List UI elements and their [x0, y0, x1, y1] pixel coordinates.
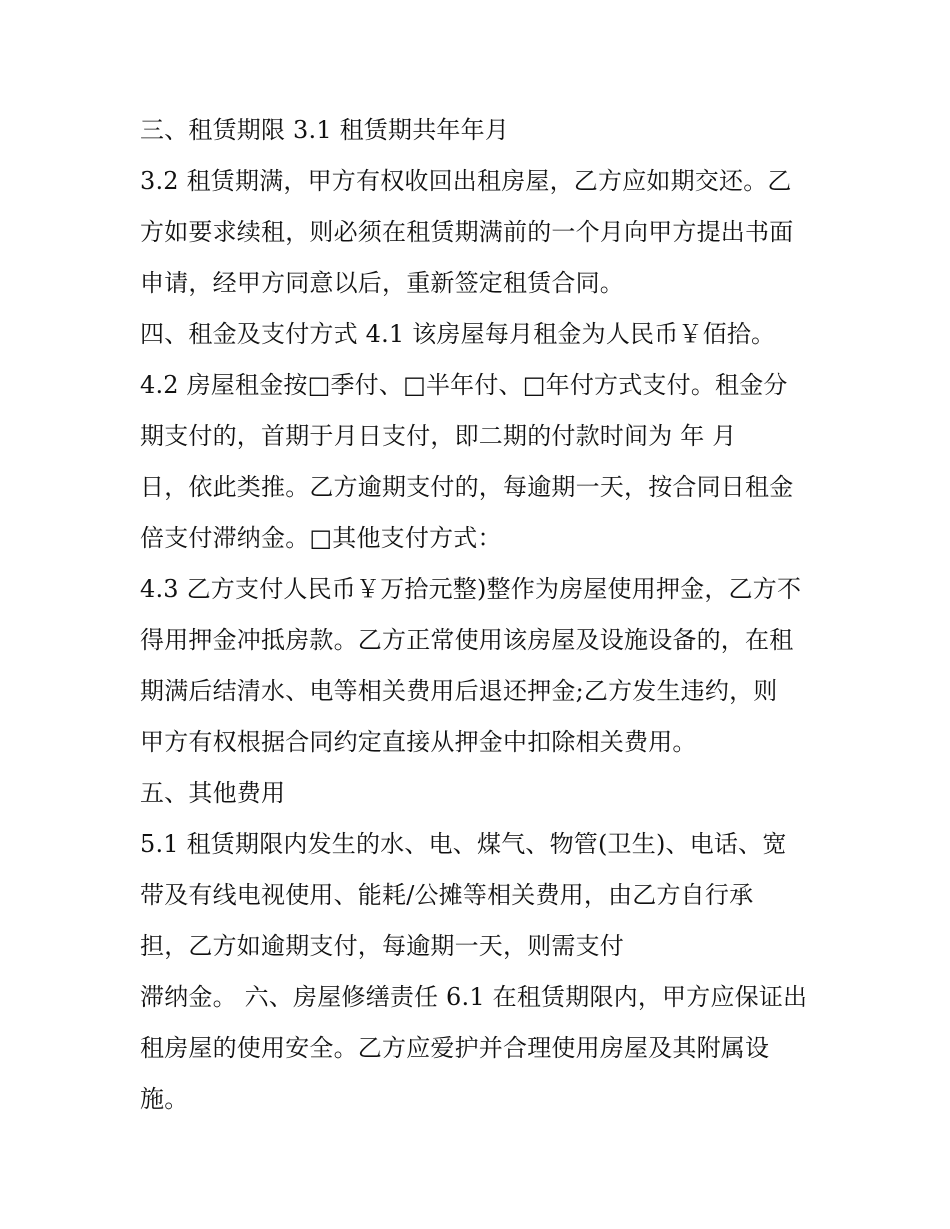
text-line: 期支付的，首期于月日支付，即二期的付款时间为 年 月 — [140, 422, 737, 450]
text-line: 担，乙方如逾期支付，每逾期一天，则需支付 — [140, 932, 624, 960]
text-line: 期满后结清水、电等相关费用后退还押金;乙方发生违约，则 — [140, 677, 778, 705]
text-line: 申请，经甲方同意以后，重新签定租赁合同。 — [140, 269, 624, 297]
text-line: 施。 — [140, 1085, 189, 1113]
text-line: 4.3 乙方支付人民币￥万拾元整)整作为房屋使用押金，乙方不 — [140, 575, 802, 603]
text-line: 滞纳金。 六、房屋修缮责任 6.1 在租赁期限内，甲方应保证出 — [140, 983, 808, 1011]
text-line: 方如要求续租，则必须在租赁期满前的一个月向甲方提出书面 — [140, 218, 794, 246]
text-line: 4.2 房屋租金按□季付、□半年付、□年付方式支付。租金分 — [140, 371, 788, 399]
text-line: 3.2 租赁期满，甲方有权收回出租房屋，乙方应如期交还。乙 — [140, 167, 792, 195]
text-line: 日，依此类推。乙方逾期支付的，每逾期一天，按合同日租金 — [140, 473, 794, 501]
text-line: 五、其他费用 — [140, 779, 286, 807]
text-line: 租房屋的使用安全。乙方应爱护并合理使用房屋及其附属设 — [140, 1034, 770, 1062]
text-line: 三、租赁期限 3.1 租赁期共年年月 — [140, 116, 510, 144]
text-line: 甲方有权根据合同约定直接从押金中扣除相关费用。 — [140, 728, 697, 756]
text-line: 得用押金冲抵房款。乙方正常使用该房屋及设施设备的，在租 — [140, 626, 794, 654]
text-line: 倍支付滞纳金。□其他支付方式： — [140, 524, 502, 552]
contract-text-body — [140, 108, 840, 1128]
text-line: 5.1 租赁期限内发生的水、电、煤气、物管(卫生)、电话、宽 — [140, 830, 787, 858]
text-line: 带及有线电视使用、能耗/公摊等相关费用，由乙方自行承 — [140, 881, 754, 909]
text-line: 四、租金及支付方式 4.1 该房屋每月租金为人民币￥佰拾。 — [140, 320, 776, 348]
